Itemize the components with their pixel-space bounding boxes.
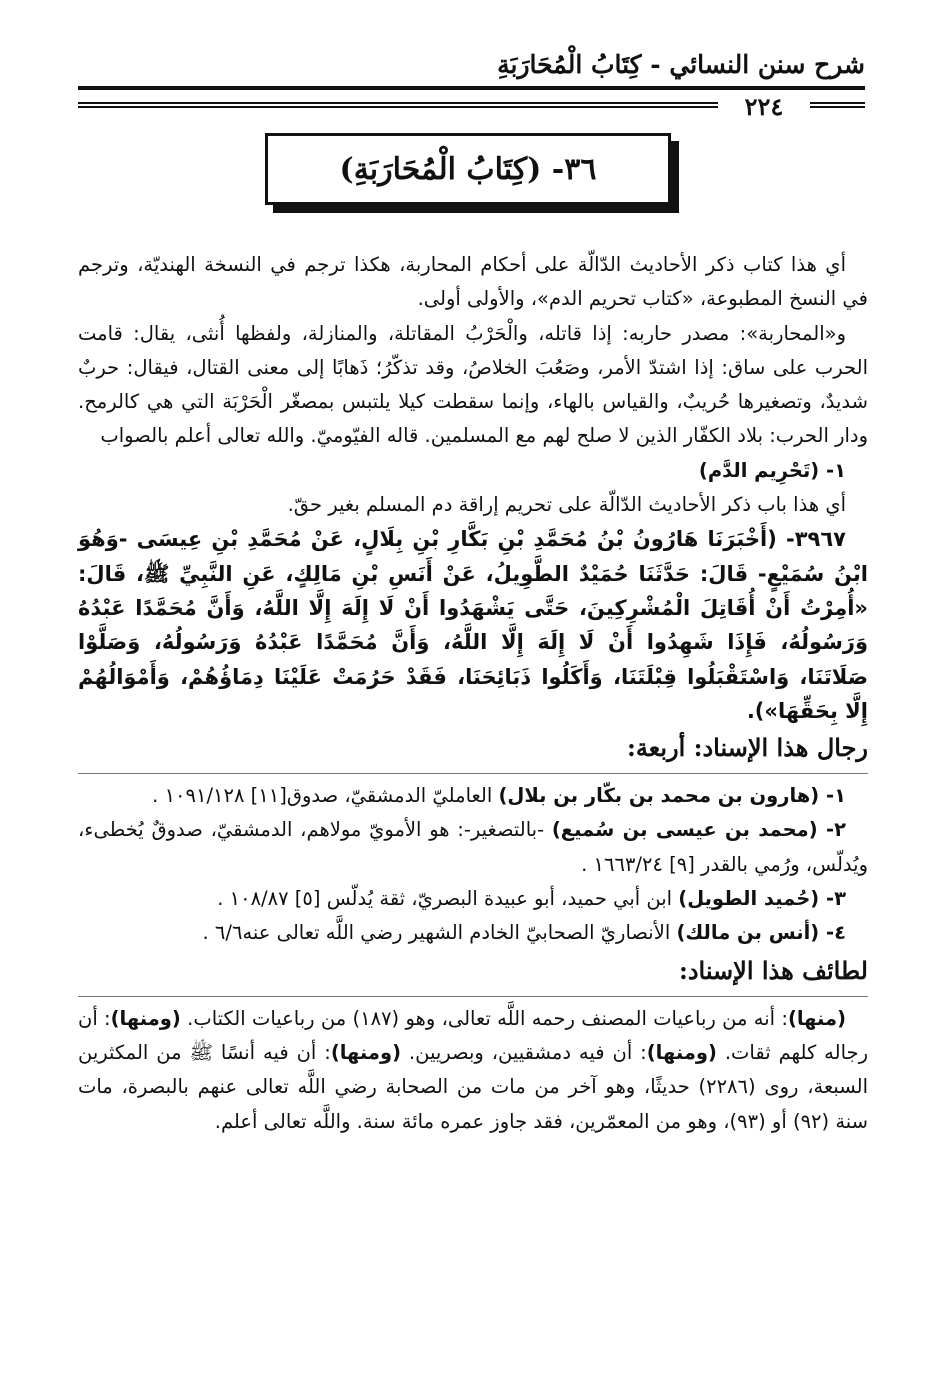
- narrators-heading: رجال هذا الإسناد: أربعة:: [627, 733, 868, 763]
- hadith-text: ٣٩٦٧- (أَخْبَرَنَا هَارُونُ بْنُ مُحَمَّدِ بْنِ بَكَّارِ بْنِ بِلَالٍ، عَنْ مُحَمَّدِ بْنِ عِيسَى -وَهُوَ ابْنُ سُمَيْعٍ- قَالَ: حَدَّثَنَا حُمَيْدٌ الطَّوِيلُ، عَنْ أَنَسِ بْنِ مَالِكٍ، عَنِ النَّبِيِّ ﷺ، قَالَ: «أُمِرْتُ أَنْ أُقَاتِلَ الْمُشْرِكِينَ، حَتَّى يَشْهَدُوا أَنْ لَا إِلَهَ إِلَّا اللَّهُ، وَأَنَّ مُحَمَّدًا عَبْدُهُ وَرَسُولُهُ، فَإِذَا شَهِدُوا أَنْ لَا إِلَهَ إِلَّا اللَّهُ، وَأَنَّ مُحَمَّدًا عَبْدُهُ وَرَسُولُهُ، وَصَلَّوْا صَلَاتَنَا، وَاسْتَقْبَلُوا قِبْلَتَنَا، وَأَكَلُوا ذَبَائِحَنَا، فَقَدْ حَرُمَتْ عَلَيْنَا دِمَاؤُهُمْ، وَأَمْوَالُهُمْ إِلَّا بِحَقِّهَا»).: [78, 527, 868, 723]
- separator-line: [78, 996, 868, 997]
- running-header-title: شرح سنن النسائي - كِتَابُ الْمُحَارَبَةِ: [497, 50, 865, 79]
- benefits-heading: لطائف هذا الإسناد:: [678, 955, 868, 985]
- benefit-text: : أن رجاله كلهم ثقات.: [78, 1006, 868, 1064]
- narrator-name: ١- (هارون بن محمد بن بكّار بن بلال): [498, 784, 846, 808]
- chapter-title: ٣٦- (كِتَابُ الْمُحَارَبَةِ): [339, 151, 597, 187]
- section-description: أي هذا باب ذكر الأحاديث الدّالّة على تحريم إراقة دم المسلم بغير حقّ.: [287, 493, 846, 517]
- narrator-details: العامليّ الدمشقيّ، صدوق[١١] ١٠٩١/١٢٨ .: [152, 784, 499, 808]
- page-number: ٢٢٤: [718, 92, 810, 121]
- benefits-paragraph: [78, 1002, 868, 1139]
- intro-paragraph: و«المحاربة»: مصدر حاربه: إذا قاتله، والْحَرْبُ المقاتلة، والمنازلة، ولفظها أُنثى، يقال: قامت الحرب على ساق: إذا اشتدّ الأمر، وصَعُبَ الخلاصُ، وقد تذكّرُ؛ ذَهابًا إلى معنى القتال، فيقال: حربٌ شديدٌ، وتصغيرها حُريبٌ، والقياس بالهاء، وإنما سقطت كيلا يلتبس بمصغّر الْحَرْبَة التي هي كالرمح. ودار الحرب: بلاد الكفّار الذين لا صلح لهم مع المسلمين. قاله الفيّوميّ. والله تعالى أعلم بالصواب: [78, 321, 868, 448]
- benefit-text: : أن فيه دمشقيين، وبصريين.: [401, 1040, 647, 1064]
- section-title: ١- (تَحْرِيم الدَّم): [698, 458, 846, 482]
- separator-line: [78, 773, 868, 774]
- narrator-name: ٣- (حُميد الطويل): [678, 887, 846, 911]
- narrator-name: ٢- (محمد بن عيسى بن سُميع): [551, 818, 846, 842]
- page-body: [78, 248, 868, 1139]
- benefit-label: (ومنها): [330, 1040, 402, 1064]
- narrator-details: ابن أبي حميد، أبو عبيدة البصريّ، ثقة يُدلّس [٥] ١٠٨/٨٧ .: [217, 887, 679, 911]
- chapter-title-box: [265, 133, 671, 205]
- header-double-rule-right: [810, 102, 865, 108]
- narrator-details: -بالتصغير-: هو الأمويّ مولاهم، الدمشقيّ، صدوقٌ يُخطىء، ويُدلّس، ورُمي بالقدر [٩] ١٦٦٣/٢٤ .: [78, 818, 868, 876]
- intro-paragraph: أي هذا كتاب ذكر الأحاديث الدّالّة على أحكام المحاربة، هكذا ترجم في النسخة الهنديّة، وترجم في النسخ المطبوعة، «كتاب تحريم الدم»، والأولى أولى.: [78, 253, 868, 311]
- header-double-rule-left: [78, 102, 718, 108]
- narrator-item: [78, 813, 868, 882]
- header-rule: [78, 86, 865, 90]
- benefit-label: (ومنها): [646, 1040, 717, 1064]
- narrator-details: الأنصاريّ الصحابيّ الخادم الشهير رضي اللَّه تعالى عنه٦/٦ .: [202, 921, 677, 945]
- narrator-name: ٤- (أنس بن مالك): [676, 921, 846, 945]
- narrator-item: [78, 916, 868, 950]
- benefit-label: (ومنها): [110, 1006, 181, 1030]
- narrator-item: [78, 882, 868, 916]
- narrator-item: [78, 779, 868, 813]
- benefit-text: : أنه من رباعيات المصنف رحمه اللَّه تعالى، وهو (١٨٧) من رباعيات الكتاب.: [180, 1006, 788, 1030]
- benefit-text: : أن فيه أنسًا ﷺ من المكثرين السبعة، روى (٢٢٨٦) حديثًا، وهو آخر من مات من الصحابة رضي اللَّه تعالى عنهم بالبصرة، مات سنة (٩٢) أو (٩٣)، وهو من المعمّرين، فقد جاوز عمره مائة سنة. واللَّه تعالى أعلم.: [78, 1040, 868, 1133]
- benefit-label: (منها): [787, 1006, 846, 1030]
